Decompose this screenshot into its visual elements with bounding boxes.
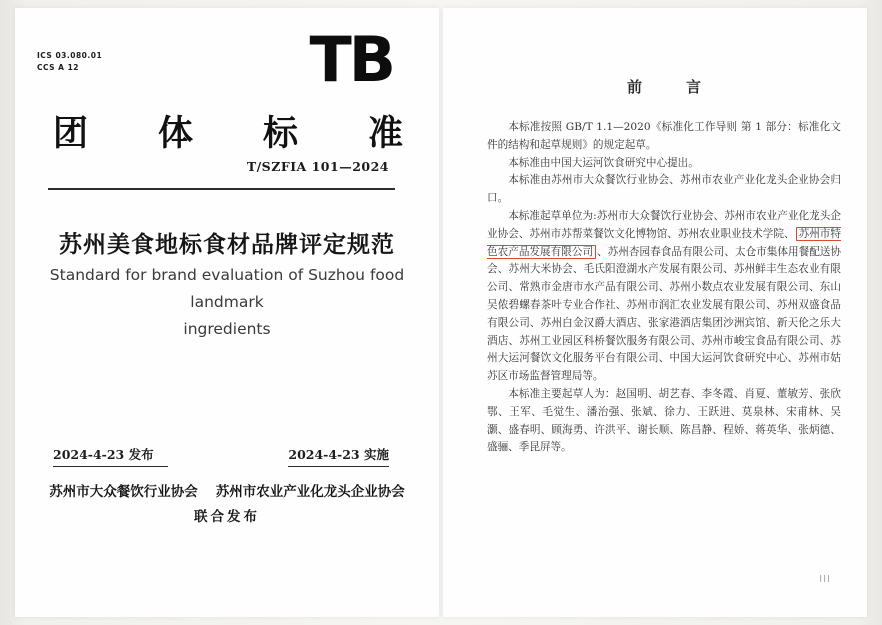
doc-type-char: 准	[367, 113, 403, 154]
ccs-code: CCS A 12	[37, 63, 80, 72]
doc-type-char: 体	[157, 113, 193, 154]
foreword-paragraph-drafting-organizations	[487, 208, 841, 386]
drafting-orgs-text-before: 本标准起草单位为:苏州市大众餐饮行业协会、苏州市农业产业化龙头企业协会、苏州市苏帮菜餐饮文化博物馆、苏州农业职业技术学院、	[487, 209, 841, 240]
joint-release-label: 联合发布	[194, 509, 260, 525]
cover-page	[15, 8, 439, 617]
doc-type-char: 团	[53, 113, 89, 154]
foreword-paragraph-proposed-by: 本标准由中国大运河饮食研究中心提出。	[508, 156, 699, 169]
foreword-heading-char: 言	[686, 78, 702, 96]
foreword-body	[487, 119, 841, 457]
standard-title-english	[35, 262, 419, 343]
ics-code: ICS 03.080.01	[37, 51, 103, 60]
highlighted-company-red-box: 苏州市特色农产品发展有限公司	[487, 227, 842, 258]
dates-row	[53, 445, 389, 467]
page-number: III	[819, 574, 831, 585]
standard-title-chinese: 苏州美食地标食材品牌评定规范	[59, 232, 395, 258]
implementation-date: 2024-4-23 实施	[288, 445, 389, 467]
foreword-paragraph-drafting-basis: 本标准按照 GB/T 1.1—2020《标准化工作导则 第 1 部分：标准化文件的结构和起草规则》的规定起草。	[487, 121, 841, 151]
publishers-row	[15, 480, 439, 500]
publisher-association-1: 苏州市大众餐饮行业协会	[49, 484, 198, 500]
foreword-paragraph-main-drafters: 本标准主要起草人为：赵国明、胡艺春、李冬霞、肖夏、董敏芳、张欣鄂、王军、毛觉生、潘治强、张斌、徐力、王跃进、莫泉林、宋甫林、吴灏、盛春明、顾海勇、许洪平、谢长顺、陈昌静、程娇、蒋英华、张炳德、盛骊、季昆屏等。	[487, 387, 841, 454]
foreword-heading	[487, 76, 841, 97]
drafting-orgs-text-after: 、苏州杏园春食品有限公司、太仓市集体用餐配送协会、苏州大米协会、毛氏阳澄湖水产发展有限公司、苏州鲜丰生态农业有限公司、常熟市金唐市水产品有限公司、苏州小数点农业发展有限公司、东山吴侬碧螺春茶叶专业合作社、苏州市润汇农业发展有限公司、苏州双盛食品有限公司、苏州白金汉爵大酒店、张家港酒店集团沙洲宾馆、新天伦之乐大酒店、苏州工业园区科桥餐饮服务有限公司、苏州市峻宝食品有限公司、苏州大运河餐饮文化服务平台有限公司、中国大运河饮食研究中心、苏州市姑苏区市场监督管理局等。	[487, 245, 842, 383]
foreword-heading-char: 前	[626, 78, 642, 96]
foreword-page	[443, 8, 867, 617]
publisher-association-2: 苏州市农业产业化龙头企业协会	[215, 484, 405, 500]
doc-type-title	[53, 114, 403, 154]
standard-title-english-line1: Standard for brand evaluation of Suzhou food landmark	[49, 266, 405, 311]
doc-type-char: 标	[262, 113, 298, 154]
standard-number: T/SZFIA 101—2024	[246, 159, 389, 174]
issue-date: 2024-4-23 发布	[53, 445, 168, 467]
foreword-paragraph-under-jurisdiction: 本标准由苏州市大众餐饮行业协会、苏州市农业产业化龙头企业协会归口。	[487, 174, 841, 205]
standard-title-english-line2: ingredients	[183, 320, 271, 338]
ics-classification-block	[37, 50, 102, 74]
cover-divider-line	[48, 188, 395, 190]
tb-standard-logo: TB	[309, 23, 393, 96]
